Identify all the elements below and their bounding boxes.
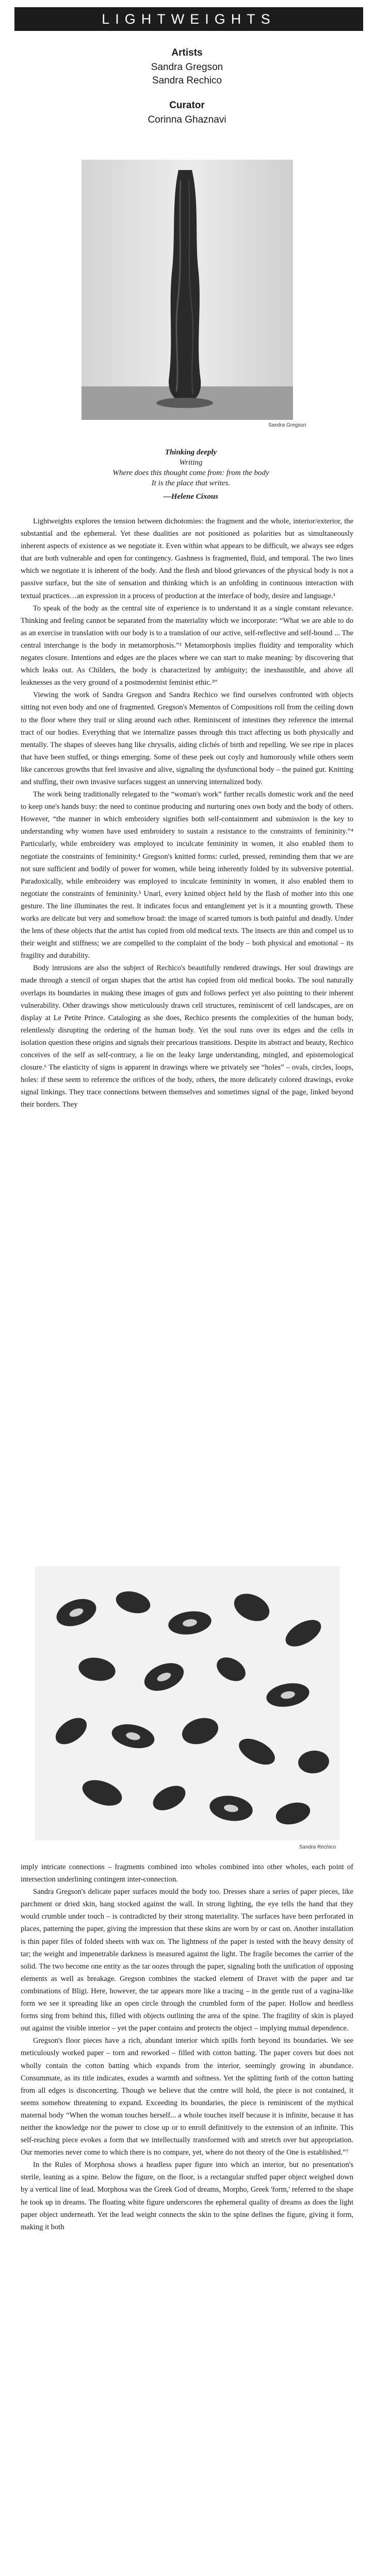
essay-paragraph: imply intricate connections – fragments combined into wholes combined into other wholes, each point of intersection underlining contingent inter-connection. (21, 1863, 353, 1884)
sculpture-column-image (82, 160, 293, 420)
epigraph-line-2: Where does this thought come from: from the body (112, 469, 269, 477)
essay-paragraph: In the Rules of Morphosa shows a headless paper figure into which an interior, but no presentation's sterile, leaning as a spine. Below the figure, on the floor, is a rectangular stuffed paper object weighed down by a vertical line of lead. Morphosa was the Greek God of dreams, Morpho, Greek 'form,' referred to the shape he took up in dreams. The floating white figure underscores the ephemeral quality of dreams as does the light paper object underneath. Yet the lead weight connects the skin to the spine defines the figure, giving it form, making it both (21, 2161, 353, 2231)
essay-paragraph: Sandra Gregson's delicate paper surfaces mould the body too. Dresses share a series of paper pieces, like parchment or dried skin, hang stocked against the wall. In strong lighting, the eye tells the hand that they would crumble under touch – is contradicted by their strong materiality. The surfaces have been perforated in places, patterning the paper, giving the impression that these skins are worn by or cast on. Another installation is thin paper files of folded sheets with wax on. The lightness of the paper is tested with the heavy density of tar; the weight and impenetrable darkness is measured against the light. The fragile becomes the carrier of the solid. The two become one entity as the tar oozes through the paper, signaling both the unification of opposing elements as well as breakage. Gregson combines the stacked element of Dravet with the paper and tar combinations of Bligi. Here, however, the tar appears more like a tracing – in the gentle rust of a vagina-like form we see it spreading like an open circle through the crumbled form of the paper. Hollow and heedless forms sing from behind this, filled with objects outlining the area of the spine. The fragility of skin is played out against the visible interior – yet the paper contains and protects the object – implying mutual dependence. (21, 1888, 353, 2033)
ovals-image (35, 1566, 339, 1840)
photo-sandra-gregson-column (82, 160, 293, 420)
essay-paragraph: Lightweights explores the tension between dichotomies: the fragment and the whole, interior/exterior, the substantial and the ephemeral. Yet these dualities are not positioned as polarities but as simultaneously inherent aspects of existence as we negotiate it. Even within what appears to be difficult, we always see edges that are both vulnerable and open for contingency. Gashness is fragmented, fluid, and temporal. The two lines which we negotiate it is inherent of the body. And the flesh and blood grievances of the physical body is not a passive surface, but the site of sensation and thinking which is an unfolding in continuous interaction with textual practices…an expression in a process of production at the interface of body, desire and language.¹ (21, 517, 353, 600)
essay-paragraph: Gregson's floor pieces have a rich, abundant interior which spills forth beyond its boundaries. We see meticulously worked paper – torn and reworked – filled with cotton batting. The paper covers but does not wholly contain the cotton batting which expands from the interior, seemingly growing in abundance. Consummate, as its title indicates, exudes a warmth and softness. Yet the splitting forth of the cotton batting from all edges is disconcerting. Though we believe that the centre will hold, the piece is not contained, it seems somehow threatening to expand. Exceeding its boundaries, the piece is reminiscent of the mythical maternal body “When the woman touches herself... a whole touches itself because it is infinite, because it has neither the knowledge nor the power to close up or to enroll definitively to the extension of an infinite. This self-reaching piece evokes a form that we intellectually transformed with and stretch over but appropriation. Our memories never come to which there is no compare, yet, where do not theory of the One is established.”⁷ (21, 2037, 353, 2157)
essay-paragraph: To speak of the body as the central site of experience is to understand it as a single constant relevance. Thinking and feeling cannot be separated from the materiality which we incorporate: “What we are able to do as an exercise in translation with our body is to a translation of our active, self-reflective and self-bound ... The central interchange is the body in metamorphosis.”² Metamorphosis implies fluidity and temporality which negates closure. Intentions and edges are the places where we can start to make meaning: by discovering that which leaks out. As Childers, the body is characterized by ambiguity; the inexhaustible, and above all leaknesses as the very ground of a postmodernist feminist ethic.³” (21, 604, 353, 687)
curator-label: Curator (169, 100, 205, 111)
essay-paragraph: Body intrusions are also the subject of Rechico's beautifully rendered drawings. Her soul drawings are made through a stencil of organ shapes that the artist has copied from old medical books. The soul naturally overlaps its boundaries in making these images of guts and follows perfect yet also pointing to their inherent vulnerability. Other drawings show meticulously drawn cell structures, reminiscent of cell landscapes, are on display at Le Petite Prince. Cataloging as she does, Rechico presents the complexities of the human body, relentlessly disrupting the ordering of the human body. Yet the soul runs over its edges and the cells in isolation question these origins and signals their precarious transitions. Despite its abstract and beauty, Rechico conceives of the self as self-contrary, a lie on the leaky large understanding, mingled, and epistemological closure.⁶ The elasticity of signs is apparent in drawings where we privately see “holes” – ovals, circles, loops, holes: if these seem to reference the orifices of the body, others, the more delicately colored drawings, evoke signal linkings. They trace connections between themselves and sometimes signal of the page, linked beyond their borders. They (21, 964, 353, 1109)
artists-label: Artists (171, 47, 203, 58)
epigraph-line-1: Writing (179, 459, 203, 467)
epigraph-author: —Helene Cixous (163, 493, 219, 501)
essay-paragraph: The work being traditionally relegated to the “woman's work” further recalls domestic work and the need to keep one's hands busy: the need to continue producing and nurturing ones own body and the body of others. However, “the manner in which embroidery signifies both self-containment and submission is the key to understanding why women have used embroidery to sustain a resistance to the constraints of femininity.”⁴ Particularly, while embroidery was employed to inculcate femininity in women, it also enabled them to negotiate the constraints of femininity.⁴ Gregson's knitted forms: curled, pressed, reminding them that we are not sure sufficient and bodily of power for women, while being inherently folded by its subversive potential. Paradoxically, while embroidery was employed to inculcate femininity in women, it also enabled them to negotiate the constraints of femininity.⁵ Unarl, every knitted object held by the flash of mother into this one gesture. The line illuminates the rest. It indicates focus and entanglement yet is it a mounting growth. These works are delicate but very and somehow broad: the image of scarred tumors is both painful and deadly. Under the lens of these objects that the artist has copied from old medical texts. The insects are thin and compel us to their weight and stiffness; we are compelled to the complaint of the body – both physical and emotional – its fragility and durability. (21, 790, 353, 960)
epigraph-line-3: It is the place that writes. (151, 479, 231, 487)
photo-sandra-rechico-ovals (35, 1566, 339, 1840)
artist-name-1: Sandra Gregson (151, 62, 223, 73)
caption-photo-1: Sandra Gregson (268, 422, 306, 428)
epigraph-title: Thinking deeply (165, 448, 217, 456)
essay-paragraph: Viewing the work of Sandra Gregson and Sandra Rechico we find ourselves confronted with objects sitting not even body and one of fragmented. Gregson's Mementos of Compositions roll from the ceiling down to the floor where they trail or sling around each other. Reminiscent of intestines they reference the internal tract of our bodies. Everything that we internalize passes through this tract affecting us both physically and mentally. The shapes of sleeves hang like chrysalis, aiding clichés of birth and repelling. We see ripe in places that have been stuffed, or things emerging. Some of these peek out coyly and humorously while others seem like cancerous growths that feel invasive and alive, signaling the dysfunctional body – the pained gut. Knitting and stuffing, their own invasive surfaces suggest an unnerving internalized body. (21, 691, 353, 786)
essay-part-2 (21, 1861, 353, 2233)
header-banner (14, 7, 363, 31)
epigraph (98, 447, 284, 502)
essay-part-1 (21, 515, 353, 1111)
caption-photo-2: Sandra Rechico (299, 1844, 336, 1850)
page-title: LIGHTWEIGHTS (102, 11, 276, 27)
curator-name: Corinna Ghaznavi (148, 114, 226, 125)
credits-block (0, 47, 374, 128)
artist-name-2: Sandra Rechico (152, 75, 222, 86)
